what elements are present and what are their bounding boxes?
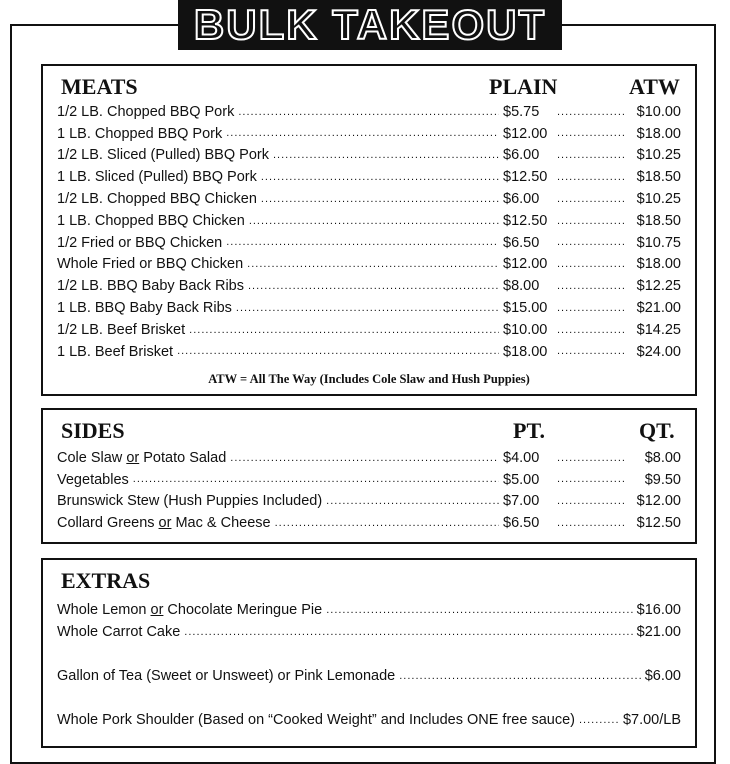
atw-price: $12.25	[636, 278, 681, 295]
leader-dots	[557, 259, 625, 270]
item-name: 1 LB. BBQ Baby Back Ribs	[57, 299, 232, 316]
leader-dots	[226, 128, 499, 139]
atw-price: $18.50	[636, 169, 681, 186]
item-name: Brunswick Stew (Hush Puppies Included)	[57, 493, 323, 510]
leader-dots	[557, 453, 625, 464]
item-name: Whole Lemon or Chocolate Meringue Pie	[57, 601, 323, 618]
extras-section	[41, 558, 697, 748]
item-name: Whole Pork Shoulder (Based on “Cooked Weight” and Includes ONE free sauce)	[57, 711, 575, 728]
meats-heading: MEATS	[61, 74, 138, 99]
menu-item-row	[57, 124, 681, 144]
extras-heading: EXTRAS	[61, 568, 151, 593]
menu-item-row	[57, 513, 681, 533]
plain-price: $6.00	[503, 147, 540, 164]
leader-dots	[248, 281, 499, 292]
item-name: 1/2 LB. Chopped BBQ Pork	[57, 103, 235, 120]
atw-note: ATW = All The Way (Includes Cole Slaw and Hush Puppies)	[208, 372, 530, 386]
extra-price: $21.00	[636, 623, 681, 640]
leader-dots	[557, 281, 625, 292]
leader-dots	[557, 107, 625, 118]
leader-dots	[184, 627, 632, 638]
leader-dots	[557, 496, 625, 507]
leader-dots	[557, 325, 625, 336]
atw-price: $10.25	[636, 147, 681, 164]
qt-price: $12.00	[636, 493, 681, 510]
leader-dots	[557, 216, 625, 227]
leader-dots	[399, 671, 640, 682]
plain-price: $12.00	[503, 256, 548, 273]
plain-price: $12.50	[503, 212, 548, 229]
leader-dots	[557, 172, 625, 183]
menu-item-row	[57, 255, 681, 275]
meats-section	[41, 64, 697, 396]
leader-dots	[249, 216, 499, 227]
leader-dots	[275, 518, 499, 529]
menu-item-row	[57, 167, 681, 187]
atw-price: $21.00	[636, 299, 681, 316]
leader-dots	[273, 150, 499, 161]
menu-item-row	[57, 492, 681, 512]
menu-item-row	[57, 276, 681, 296]
pt-price: $7.00	[503, 493, 540, 510]
menu-item-row	[57, 298, 681, 318]
plain-price: $12.50	[503, 169, 548, 186]
item-name: 1/2 LB. Chopped BBQ Chicken	[57, 190, 257, 207]
meats-atw-header: ATW	[629, 74, 680, 99]
atw-price: $10.25	[636, 190, 681, 207]
leader-dots	[189, 325, 499, 336]
pt-price: $4.00	[503, 449, 540, 466]
leader-dots	[247, 259, 499, 270]
item-name: 1 LB. Sliced (Pulled) BBQ Pork	[57, 169, 257, 186]
leader-dots	[133, 474, 499, 485]
menu-item-row	[57, 600, 681, 620]
item-name: Whole Carrot Cake	[57, 623, 181, 640]
or-word: or	[126, 449, 140, 466]
leader-dots	[238, 107, 499, 118]
leader-dots	[261, 194, 499, 205]
item-name: 1/2 Fried or BBQ Chicken	[57, 234, 223, 251]
atw-price: $10.75	[636, 234, 681, 251]
leader-dots	[557, 518, 625, 529]
leader-dots	[557, 346, 625, 357]
pt-price: $5.00	[503, 471, 540, 488]
or-word: or	[158, 515, 172, 532]
page-title: BULK TAKEOUT	[193, 1, 547, 48]
menu-item-row	[57, 102, 681, 122]
menu-item-row	[57, 622, 681, 642]
qt-price: $9.50	[644, 471, 681, 488]
plain-price: $6.00	[503, 190, 540, 207]
meats-plain-header: PLAIN	[489, 74, 558, 99]
item-name: Whole Fried or BBQ Chicken	[57, 256, 244, 273]
qt-price: $12.50	[636, 515, 681, 532]
leader-dots	[261, 172, 499, 183]
item-name: 1/2 LB. Sliced (Pulled) BBQ Pork	[57, 147, 269, 164]
item-name: 1 LB. Beef Brisket	[57, 343, 174, 360]
atw-price: $10.00	[636, 103, 681, 120]
item-name: 1 LB. Chopped BBQ Chicken	[57, 212, 245, 229]
leader-dots	[557, 194, 625, 205]
item-name: Vegetables	[57, 471, 129, 488]
menu-item-row	[57, 470, 681, 490]
leader-dots	[557, 303, 625, 314]
atw-price: $24.00	[636, 343, 681, 360]
leader-dots	[230, 453, 499, 464]
menu-item-row	[57, 342, 681, 362]
menu-item-row	[57, 320, 681, 340]
item-name: 1/2 LB. Beef Brisket	[57, 321, 186, 338]
leader-dots	[557, 128, 625, 139]
leader-dots	[177, 346, 499, 357]
sides-heading: SIDES	[61, 418, 125, 443]
qt-price: $8.00	[644, 449, 681, 466]
leader-dots	[579, 715, 619, 726]
menu-item-row	[57, 448, 681, 468]
extra-price: $7.00/LB	[622, 711, 681, 728]
plain-price: $6.50	[503, 234, 540, 251]
plain-price: $10.00	[503, 321, 548, 338]
item-name: Gallon of Tea (Sweet or Unsweet) or Pink Lemonade	[57, 667, 396, 684]
menu-item-row	[57, 189, 681, 209]
plain-price: $18.00	[503, 343, 548, 360]
item-name: 1 LB. Chopped BBQ Pork	[57, 125, 223, 142]
atw-price: $18.50	[636, 212, 681, 229]
atw-price: $18.00	[636, 125, 681, 142]
or-word: or	[150, 601, 164, 618]
plain-price: $8.00	[503, 278, 540, 295]
pt-price: $6.50	[503, 515, 540, 532]
title-banner	[178, 0, 562, 50]
item-name: Cole Slaw or Potato Salad	[57, 449, 227, 466]
sides-section	[41, 408, 697, 544]
leader-dots	[236, 303, 499, 314]
leader-dots	[557, 150, 625, 161]
leader-dots	[557, 474, 625, 485]
extra-price: $6.00	[644, 667, 681, 684]
leader-dots	[326, 605, 632, 616]
item-name: Collard Greens or Mac & Cheese	[57, 515, 271, 532]
sides-pt-header: PT.	[513, 418, 545, 443]
leader-dots	[226, 237, 499, 248]
extra-price: $16.00	[636, 601, 681, 618]
atw-price: $14.25	[636, 321, 681, 338]
plain-price: $12.00	[503, 125, 548, 142]
leader-dots	[326, 496, 499, 507]
sides-qt-header: QT.	[639, 418, 675, 443]
plain-price: $15.00	[503, 299, 548, 316]
menu-item-row	[57, 211, 681, 231]
item-name: 1/2 LB. BBQ Baby Back Ribs	[57, 278, 244, 295]
menu-item-row	[57, 233, 681, 253]
menu-item-row	[57, 146, 681, 166]
atw-price: $18.00	[636, 256, 681, 273]
menu-item-row	[57, 666, 681, 686]
plain-price: $5.75	[503, 103, 540, 120]
leader-dots	[557, 237, 625, 248]
menu-item-row	[57, 710, 681, 730]
